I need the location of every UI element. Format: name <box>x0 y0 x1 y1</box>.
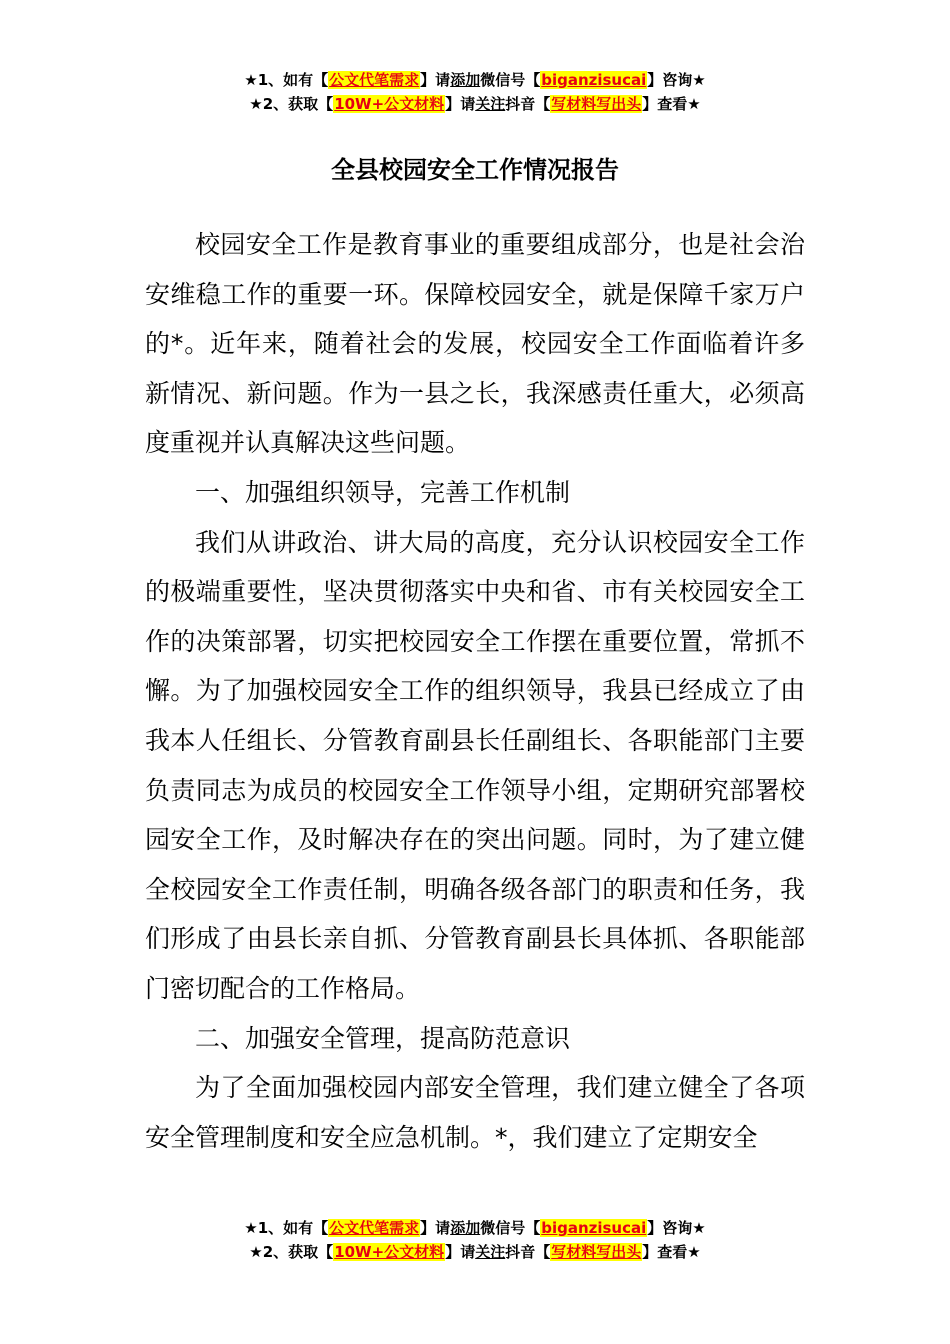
banner-text: ★2、获取【 <box>249 1243 334 1261</box>
banner-underline: 添加 <box>450 71 481 89</box>
section-heading-2: 二、加强安全管理，提高防范意识 <box>195 1023 571 1053</box>
banner-underline: 关注 <box>475 1243 506 1261</box>
banner-highlight: biganzisucai <box>541 1219 647 1237</box>
header-banner <box>0 68 950 116</box>
document-title: 全县校园安全工作情况报告 <box>331 156 619 184</box>
banner-text: 抖音【 <box>505 95 551 113</box>
banner-highlight: 公文代笔需求 <box>329 1219 420 1237</box>
banner-underline: 关注 <box>475 95 506 113</box>
banner-highlight: 10W+公文材料 <box>334 95 445 113</box>
footer-banner <box>0 1216 950 1264</box>
banner-text: 】请 <box>420 1219 451 1237</box>
banner-text: 】查看★ <box>642 95 701 113</box>
banner-text: 】请 <box>445 95 476 113</box>
banner-underline: 添加 <box>450 1219 481 1237</box>
paragraph-section-2: 为了全面加强校园内部安全管理，我们建立健全了各项安全管理制度和安全应急机制。*，我们建立了定期安全 <box>145 1073 805 1152</box>
banner-line-1 <box>0 1216 950 1240</box>
banner-text: 】咨询★ <box>647 71 706 89</box>
banner-text: 微信号【 <box>480 71 541 89</box>
document-body <box>145 220 805 1162</box>
banner-highlight: biganzisucai <box>541 71 647 89</box>
banner-text: ★2、获取【 <box>249 95 334 113</box>
banner-text: 】请 <box>445 1243 476 1261</box>
banner-text: 抖音【 <box>505 1243 551 1261</box>
banner-text: 】查看★ <box>642 1243 701 1261</box>
banner-highlight: 10W+公文材料 <box>334 1243 445 1261</box>
banner-text: 微信号【 <box>480 1219 541 1237</box>
banner-highlight: 公文代笔需求 <box>329 71 420 89</box>
banner-text: 】请 <box>420 71 451 89</box>
banner-line-1 <box>0 68 950 92</box>
banner-line-2 <box>0 1240 950 1264</box>
paragraph-intro: 校园安全工作是教育事业的重要组成部分，也是社会治安维稳工作的重要一环。保障校园安全，就是保障千家万户的*。近年来，随着社会的发展，校园安全工作面临着许多新情况、新问题。作为一县之长，我深感责任重大，必须高度重视并认真解决这些问题。 <box>145 230 805 458</box>
banner-highlight: 写材料写出头 <box>551 1243 642 1261</box>
banner-text: ★1、如有【 <box>244 1219 329 1237</box>
banner-line-2 <box>0 92 950 116</box>
banner-highlight: 写材料写出头 <box>551 95 642 113</box>
section-heading-1: 一、加强组织领导，完善工作机制 <box>195 477 571 507</box>
banner-text: 】咨询★ <box>647 1219 706 1237</box>
banner-text: ★1、如有【 <box>244 71 329 89</box>
paragraph-section-1: 我们从讲政治、讲大局的高度，充分认识校园安全工作的极端重要性，坚决贯彻落实中央和省、市有关校园安全工作的决策部署，切实把校园安全工作摆在重要位置，常抓不懈。为了加强校园安全工作的组织领导，我县已经成立了由我本人任组长、分管教育副县长任副组长、各职能部门主要负责同志为成员的校园安全工作领导小组，定期研究部署校园安全工作，及时解决存在的突出问题。同时，为了建立健全校园安全工作责任制，明确各级各部门的职责和任务，我们形成了由县长亲自抓、分管教育副县长具体抓、各职能部门密切配合的工作格局。 <box>145 527 805 1003</box>
